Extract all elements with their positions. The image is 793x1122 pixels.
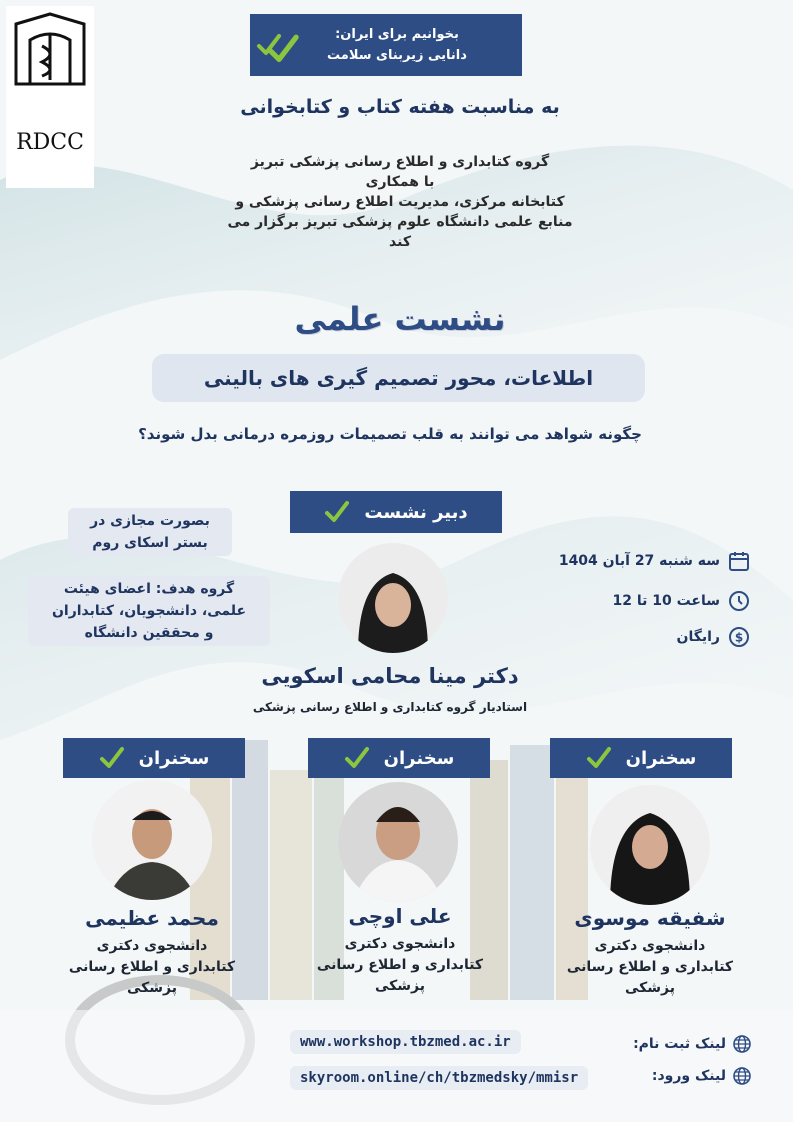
intro-paragraph	[170, 152, 630, 252]
checkmark-icon	[324, 499, 350, 525]
session-subtitle: اطلاعات، محور تصمیم گیری های بالینی	[152, 354, 645, 402]
enter-url[interactable]: skyroom.online/ch/tbzmedsky/mmisr	[290, 1066, 588, 1090]
register-label-text: لینک ثبت نام:	[633, 1036, 726, 1052]
rdcc-logo: RDCC	[16, 130, 84, 155]
svg-text:$: $	[734, 630, 744, 645]
calendar-icon	[728, 550, 750, 572]
intro-line: منابع علمی دانشگاه علوم پزشکی تبریز برگزار می	[227, 214, 573, 230]
date-row	[540, 550, 750, 572]
enter-label-text: لینک ورود:	[651, 1068, 726, 1084]
dollar-icon	[728, 626, 750, 648]
speaker-role-line: پزشکی	[624, 980, 676, 996]
intro-line: کند	[389, 234, 411, 250]
speaker-photo	[92, 780, 212, 900]
speaker-name: محمد عظیمی	[85, 906, 219, 930]
speaker-role	[52, 936, 252, 999]
time-row	[540, 590, 750, 612]
price-row	[540, 626, 750, 648]
speaker-label-text: سخنران	[138, 747, 210, 769]
audience-info	[28, 576, 270, 646]
checkmark-icon	[99, 745, 125, 771]
speaker-role-line: کتابداری و اطلاع رسانی	[68, 959, 236, 975]
speaker-role-line: کتابداری و اطلاع رسانی	[566, 959, 734, 975]
moderator-name: دکتر مینا محامی اسکویی	[261, 664, 519, 688]
moderator-label-text: دبیر نشست	[364, 501, 468, 523]
occasion-heading: به مناسبت هفته کتاب و کتابخوانی	[240, 96, 560, 118]
speaker-label	[63, 738, 245, 778]
enter-link-label	[628, 1066, 752, 1086]
speaker-label	[550, 738, 732, 778]
checkmark-icon	[586, 745, 612, 771]
speaker-role-line: کتابداری و اطلاع رسانی	[316, 957, 484, 973]
register-url[interactable]: www.workshop.tbzmed.ac.ir	[290, 1030, 521, 1054]
clock-icon	[728, 590, 750, 612]
intro-line: گروه کتابداری و اطلاع رسانی پزشکی تبریز	[250, 154, 550, 170]
moderator-photo	[338, 543, 448, 653]
university-logo	[10, 10, 90, 90]
speaker-role-line: پزشکی	[126, 980, 178, 996]
speaker-label-text: سخنران	[625, 747, 697, 769]
speaker-role-line: دانشجوی دکتری	[594, 938, 706, 954]
checkmark-icon	[344, 745, 370, 771]
logo-panel	[6, 6, 94, 188]
register-link-label	[612, 1034, 752, 1054]
mode-line: بستر اسکای روم	[92, 535, 208, 551]
speaker-photo	[338, 782, 458, 902]
speaker-label-text: سخنران	[383, 747, 455, 769]
mode-info	[68, 508, 232, 556]
speaker-role-line: پزشکی	[374, 978, 426, 994]
speaker-role-line: دانشجوی دکتری	[344, 936, 456, 952]
date-text: سه شنبه 27 آبان 1404	[558, 553, 720, 569]
globe-icon	[732, 1034, 752, 1054]
slogan-line-2: دانایی زیربنای سلامت	[327, 48, 467, 63]
slogan-line-1: بخوانیم برای ایران:	[335, 27, 459, 42]
time-text: ساعت 10 تا 12	[612, 593, 720, 609]
speaker-photo	[590, 785, 710, 905]
audience-line: علمی، دانشجویان، کتابداران	[51, 603, 247, 619]
speaker-role	[300, 934, 500, 997]
speaker-name: علی اوچی	[348, 904, 452, 928]
moderator-role: استادیار گروه کتابداری و اطلاع رسانی پزشکی	[252, 700, 528, 714]
audience-line: گروه هدف: اعضای هیئت	[63, 581, 235, 597]
mode-line: بصورت مجازی در	[90, 513, 210, 529]
speaker-role	[550, 936, 750, 999]
price-text: رایگان	[676, 629, 720, 645]
speaker-role-line: دانشجوی دکتری	[96, 938, 208, 954]
speaker-name: شفیقه موسوی	[574, 906, 726, 930]
globe-icon	[732, 1066, 752, 1086]
checkmark-icon	[266, 32, 300, 66]
session-question: چگونه شواهد می توانند به قلب تصمیمات روزمره درمانی بدل شوند؟	[138, 425, 642, 443]
intro-line: کتابخانه مرکزی، مدیریت اطلاع رسانی پزشکی و	[235, 194, 565, 210]
moderator-label	[290, 491, 502, 533]
audience-line: و محققین دانشگاه	[84, 625, 214, 641]
speaker-label	[308, 738, 490, 778]
intro-line: با همکاری	[365, 174, 435, 190]
page-title: نشست علمی	[294, 300, 506, 338]
